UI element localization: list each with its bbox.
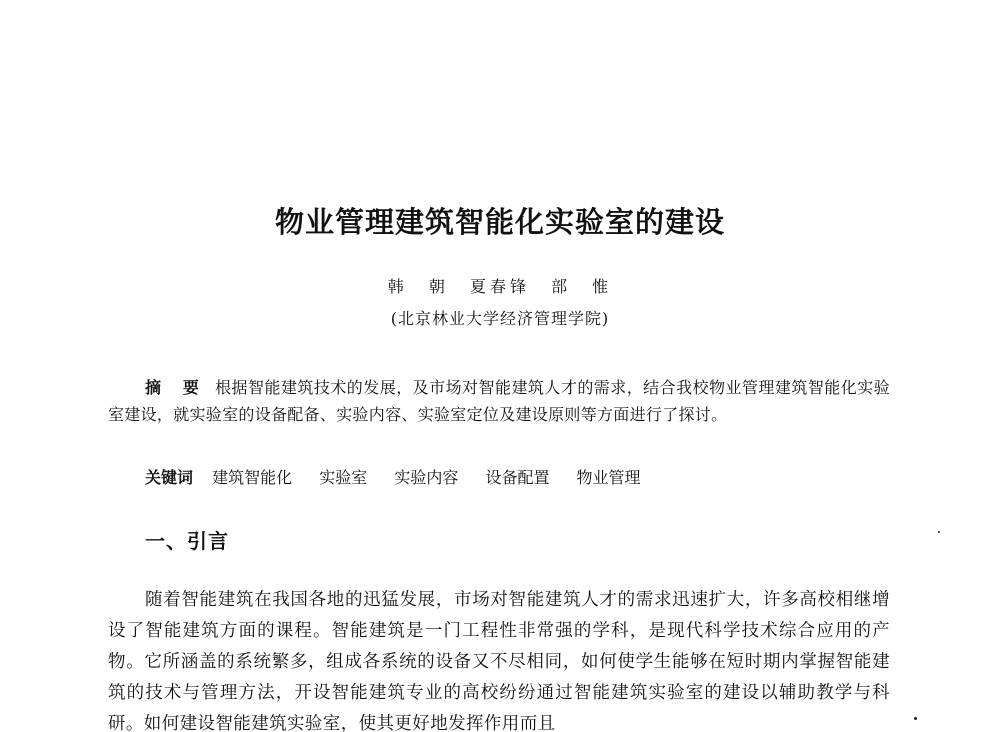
author-list [0, 274, 1000, 297]
keyword: 实验室 [319, 468, 368, 487]
author-name: 夏春锋 [469, 277, 530, 296]
keywords-label: 关键词 [145, 468, 194, 487]
abstract-text: 根据智能建筑技术的发展，及市场对智能建筑人才的需求，结合我校物业管理建筑智能化实验室建设，就实验室的设备配备、实验内容、实验室定位及建设原则等方面进行了探讨。 [108, 378, 890, 424]
keyword: 物业管理 [576, 468, 641, 487]
scan-speck [914, 717, 917, 720]
paper-title: 物业管理建筑智能化实验室的建设 [274, 205, 725, 239]
section-heading: 一、引言 [145, 529, 229, 553]
keywords [145, 466, 905, 490]
abstract [108, 374, 890, 428]
author-name: 韩 朝 [387, 277, 449, 296]
keyword: 实验内容 [394, 468, 459, 487]
keyword: 建筑智能化 [212, 468, 293, 487]
author-affiliation: (北京林业大学经济管理学院) [390, 309, 610, 328]
scan-speck [938, 531, 940, 533]
abstract-label: 摘 要 [145, 378, 208, 397]
author-name: 部 惟 [551, 277, 613, 296]
body-paragraph: 随着智能建筑在我国各地的迅猛发展，市场对智能建筑人才的需求迅速扩大，许多高校相继增设了智能建筑方面的课程。智能建筑是一门工程性非常强的学科，是现代科学技术综合应用的产物。它所涵盖的系统繁多，组成各系统的设备又不尽相同，如何使学生能够在短时期内掌握智能建筑的技术与管理方法，开设智能建筑专业的高校纷纷通过智能建筑实验室的建设以辅助教学与科研。如何建设智能建筑实验室，使其更好地发挥作用而且 [108, 590, 890, 732]
keyword: 设备配置 [485, 468, 550, 487]
